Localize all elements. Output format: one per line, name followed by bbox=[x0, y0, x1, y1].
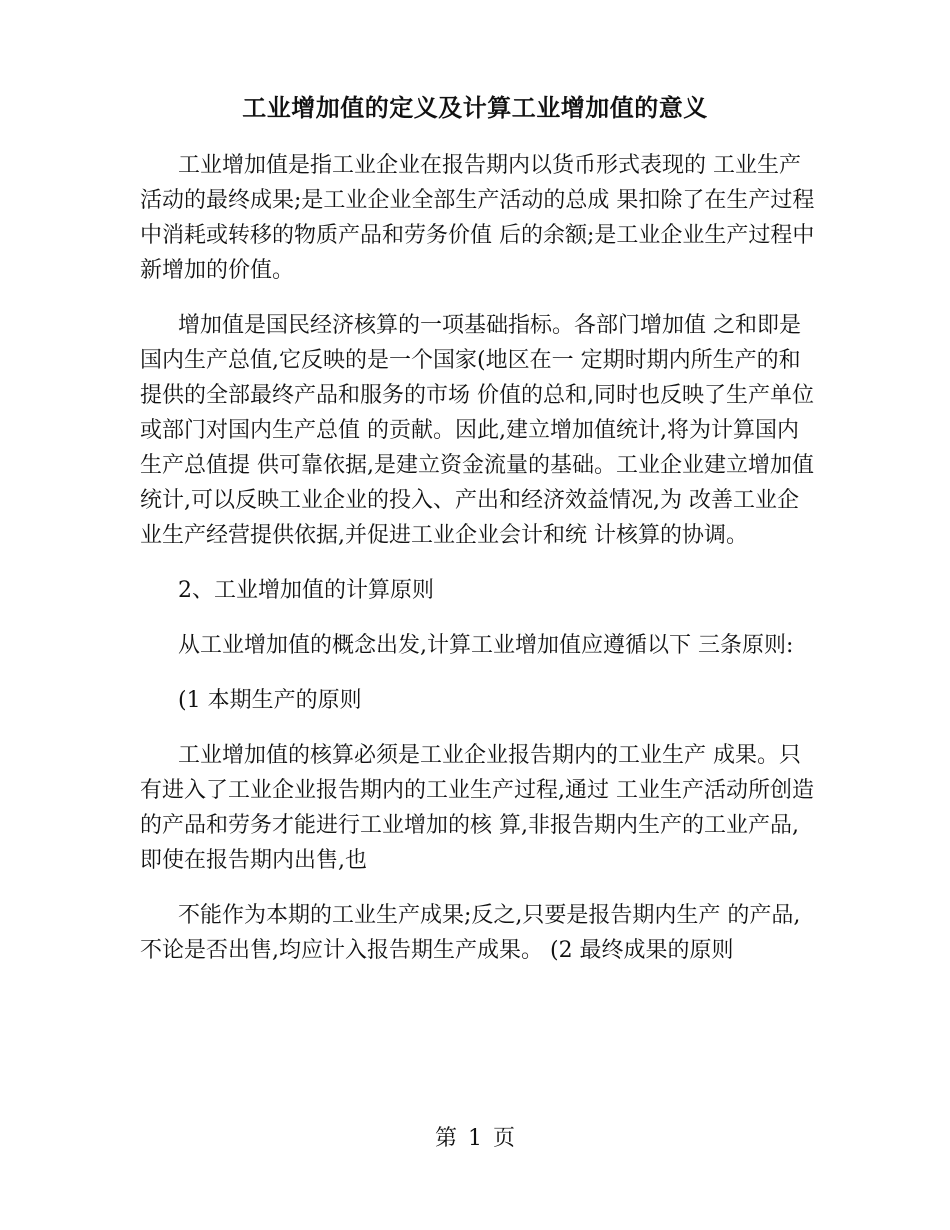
paragraph-current-period-cont: 不能作为本期的工业生产成果;反之,只要是报告期内生产 的产品,不论是否出售,均应计入报告期生产成果。 (2 最终成果的原则 bbox=[140, 903, 801, 963]
paragraph-definition: 工业增加值是指工业企业在报告期内以货币形式表现的 工业生产活动的最终成果;是工业企业全部生产活动的总成 果扣除了在生产过程中消耗或转移的物质产品和劳务价值 后的余额;是工业企业生产过程中新增加的价值。 bbox=[140, 153, 815, 283]
section-heading-principles: 2、工业增加值的计算原则 bbox=[178, 578, 434, 603]
document-body bbox=[140, 148, 816, 988]
paragraph-principles-intro: 从工业增加值的概念出发,计算工业增加值应遵循以下 三条原则: bbox=[178, 633, 794, 658]
paragraph-current-period: 工业增加值的核算必须是工业企业报告期内的工业生产 成果。只有进入了工业企业报告期内的工业生产过程,通过 工业生产活动所创造的产品和劳务才能进行工业增加的核 算,非报告期内生产的工业产品,即使在报告期内出售,也 bbox=[140, 743, 814, 873]
paragraph-significance: 增加值是国民经济核算的一项基础指标。各部门增加值 之和即是国内生产总值,它反映的是一个国家(地区在一 定期时期内所生产的和提供的全部最终产品和服务的市场 价值的总和,同时也反映了生产单位或部门对国内生产总值 的贡献。因此,建立增加值统计,将为计算国内生产总值提 供可靠依据,是建立资金流量的基础。工业企业建立增加值 统计,可以反映工业企业的投入、产出和经济效益情况,为 改善工业企业生产经营提供依据,并促进工业企业会计和统 计核算的协调。 bbox=[140, 313, 814, 548]
page-number: 第 1 页 bbox=[435, 1126, 515, 1151]
document-title: 工业增加值的定义及计算工业增加值的意义 bbox=[242, 94, 708, 122]
subheading-current-period: (1 本期生产的原则 bbox=[178, 688, 362, 713]
